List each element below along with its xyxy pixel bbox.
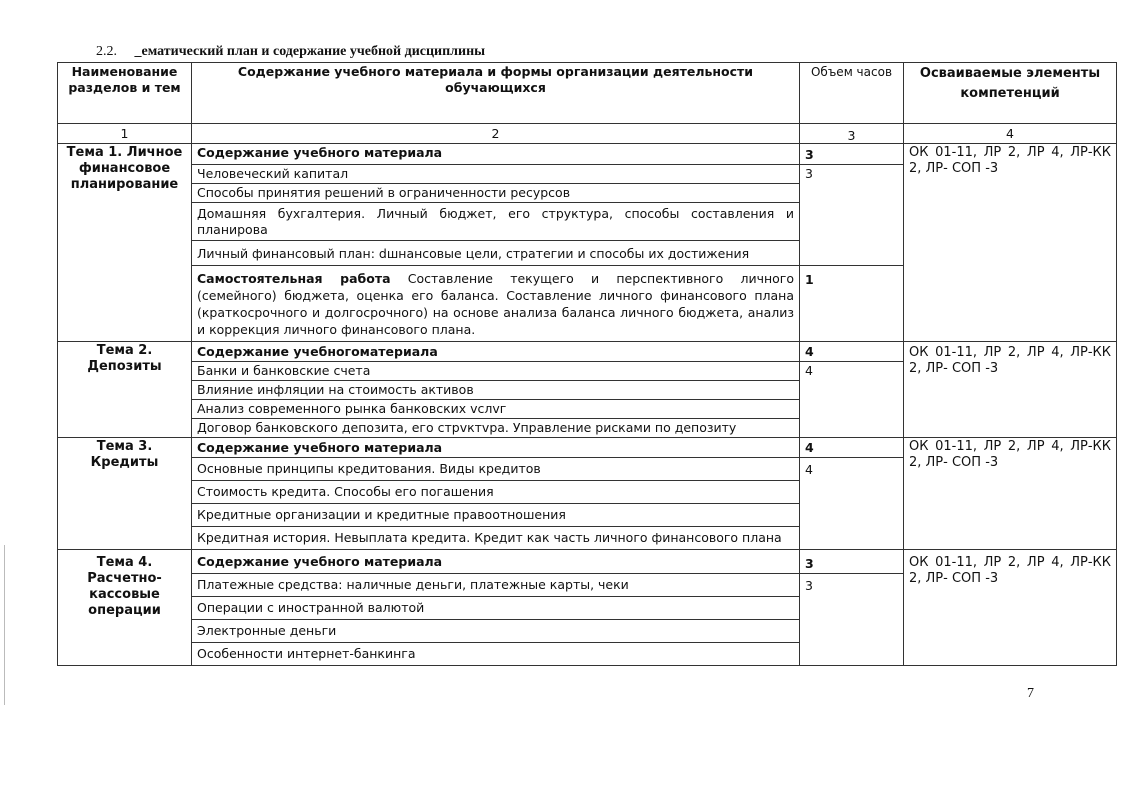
content-item: Способы принятия решений в ограниченности ресурсов [192,184,800,203]
column-number: 1 [58,124,192,144]
topic-name: Тема 1. Личное финансовое планирование [58,144,192,342]
content-item: Особенности интернет-банкинга [192,643,800,666]
content-item: Анализ современного рынка банковских vслvг [192,400,800,419]
independent-work-hours: 1 [800,266,904,342]
scan-edge-mark [4,545,5,705]
content-item: Кредитные организации и кредитные правоотношения [192,504,800,527]
content-item: Операции с иностранной валютой [192,597,800,620]
column-number: 4 [904,124,1117,144]
column-number-row [58,124,1117,144]
page-number: 7 [1027,686,1034,701]
hours-detail: 3 [800,165,904,266]
content-item: Стоимость кредита. Способы его погашения [192,481,800,504]
thematic-plan-table [57,62,1117,666]
topic-competencies: ОК 01-11, ЛР 2, ЛР 4, ЛР-КК 2, ЛР- СОП -3 [904,342,1117,438]
independent-work-text: Составление текущего и перспективного личного (семейного) бюджета, оценка его баланса. Составление личного финансового плана (краткосрочного и долгосрочного) на основе анализа баланса личного бюджета, анализ и коррекция личного финансового плана. [197,271,794,337]
topic-hours: 4 [800,438,904,458]
topic-hours: 3 [800,144,904,165]
content-item: Влияние инфляции на стоимость активов [192,381,800,400]
table-row [58,342,1117,362]
content-item: Личный финансовый план: dшнансовые цели, стратегии и способы их достижения [192,241,800,266]
section-heading [96,44,485,60]
column-number: 2 [192,124,800,144]
header-hours: Объем часов [800,63,904,124]
content-heading: Содержание учебного материала [192,438,800,458]
content-item: Договор банковского депозита, его стрvктvра. Управление рисками по депозиту [192,419,800,438]
content-item: Банки и банковские счета [192,362,800,381]
topic-hours: 4 [800,342,904,362]
topic-competencies: ОК 01-11, ЛР 2, ЛР 4, ЛР-КК 2, ЛР- СОП -3 [904,144,1117,342]
header-competencies: Осваиваемые элементы компетенций [904,63,1117,124]
hours-detail: 4 [800,362,904,438]
hours-detail: 4 [800,458,904,550]
content-item: Домашняя бухгалтерия. Личный бюджет, его структура, способы составления и планирова [192,203,800,241]
content-item: Кредитная история. Невыплата кредита. Кредит как часть личного финансового плана [192,527,800,550]
table-row [58,438,1117,458]
topic-name: Тема 3. Кредиты [58,438,192,550]
section-number: 2.2. [96,44,117,59]
content-heading: Содержание учебного материала [192,144,800,165]
topic-competencies: ОК 01-11, ЛР 2, ЛР 4, ЛР-КК 2, ЛР- СОП -3 [904,550,1117,666]
topic-name: Тема 2. Депозиты [58,342,192,438]
column-number: 3 [800,124,904,144]
independent-work [192,266,800,342]
content-item: Электронные деньги [192,620,800,643]
content-heading: Содержание учебного материала [192,550,800,574]
header-sections: Наименование разделов и тем [58,63,192,124]
topic-competencies: ОК 01-11, ЛР 2, ЛР 4, ЛР-КК 2, ЛР- СОП -3 [904,438,1117,550]
content-item: Основные принципы кредитования. Виды кредитов [192,458,800,481]
content-item: Платежные средства: наличные деньги, платежные карты, чеки [192,574,800,597]
topic-hours: 3 [800,550,904,574]
table-row [58,550,1117,574]
topic-name: Тема 4. Расчетно-кассовые операции [58,550,192,666]
independent-work-label: Самостоятельная работа [197,271,391,286]
header-content: Содержание учебного материала и формы организации деятельности обучающихся [192,63,800,124]
table-row [58,144,1117,165]
content-item: Человеческий капитал [192,165,800,184]
section-title: _ематический план и содержание учебной дисциплины [134,44,486,59]
table-header-row [58,63,1117,124]
hours-detail: 3 [800,574,904,666]
content-heading: Содержание учебногоматериала [192,342,800,362]
